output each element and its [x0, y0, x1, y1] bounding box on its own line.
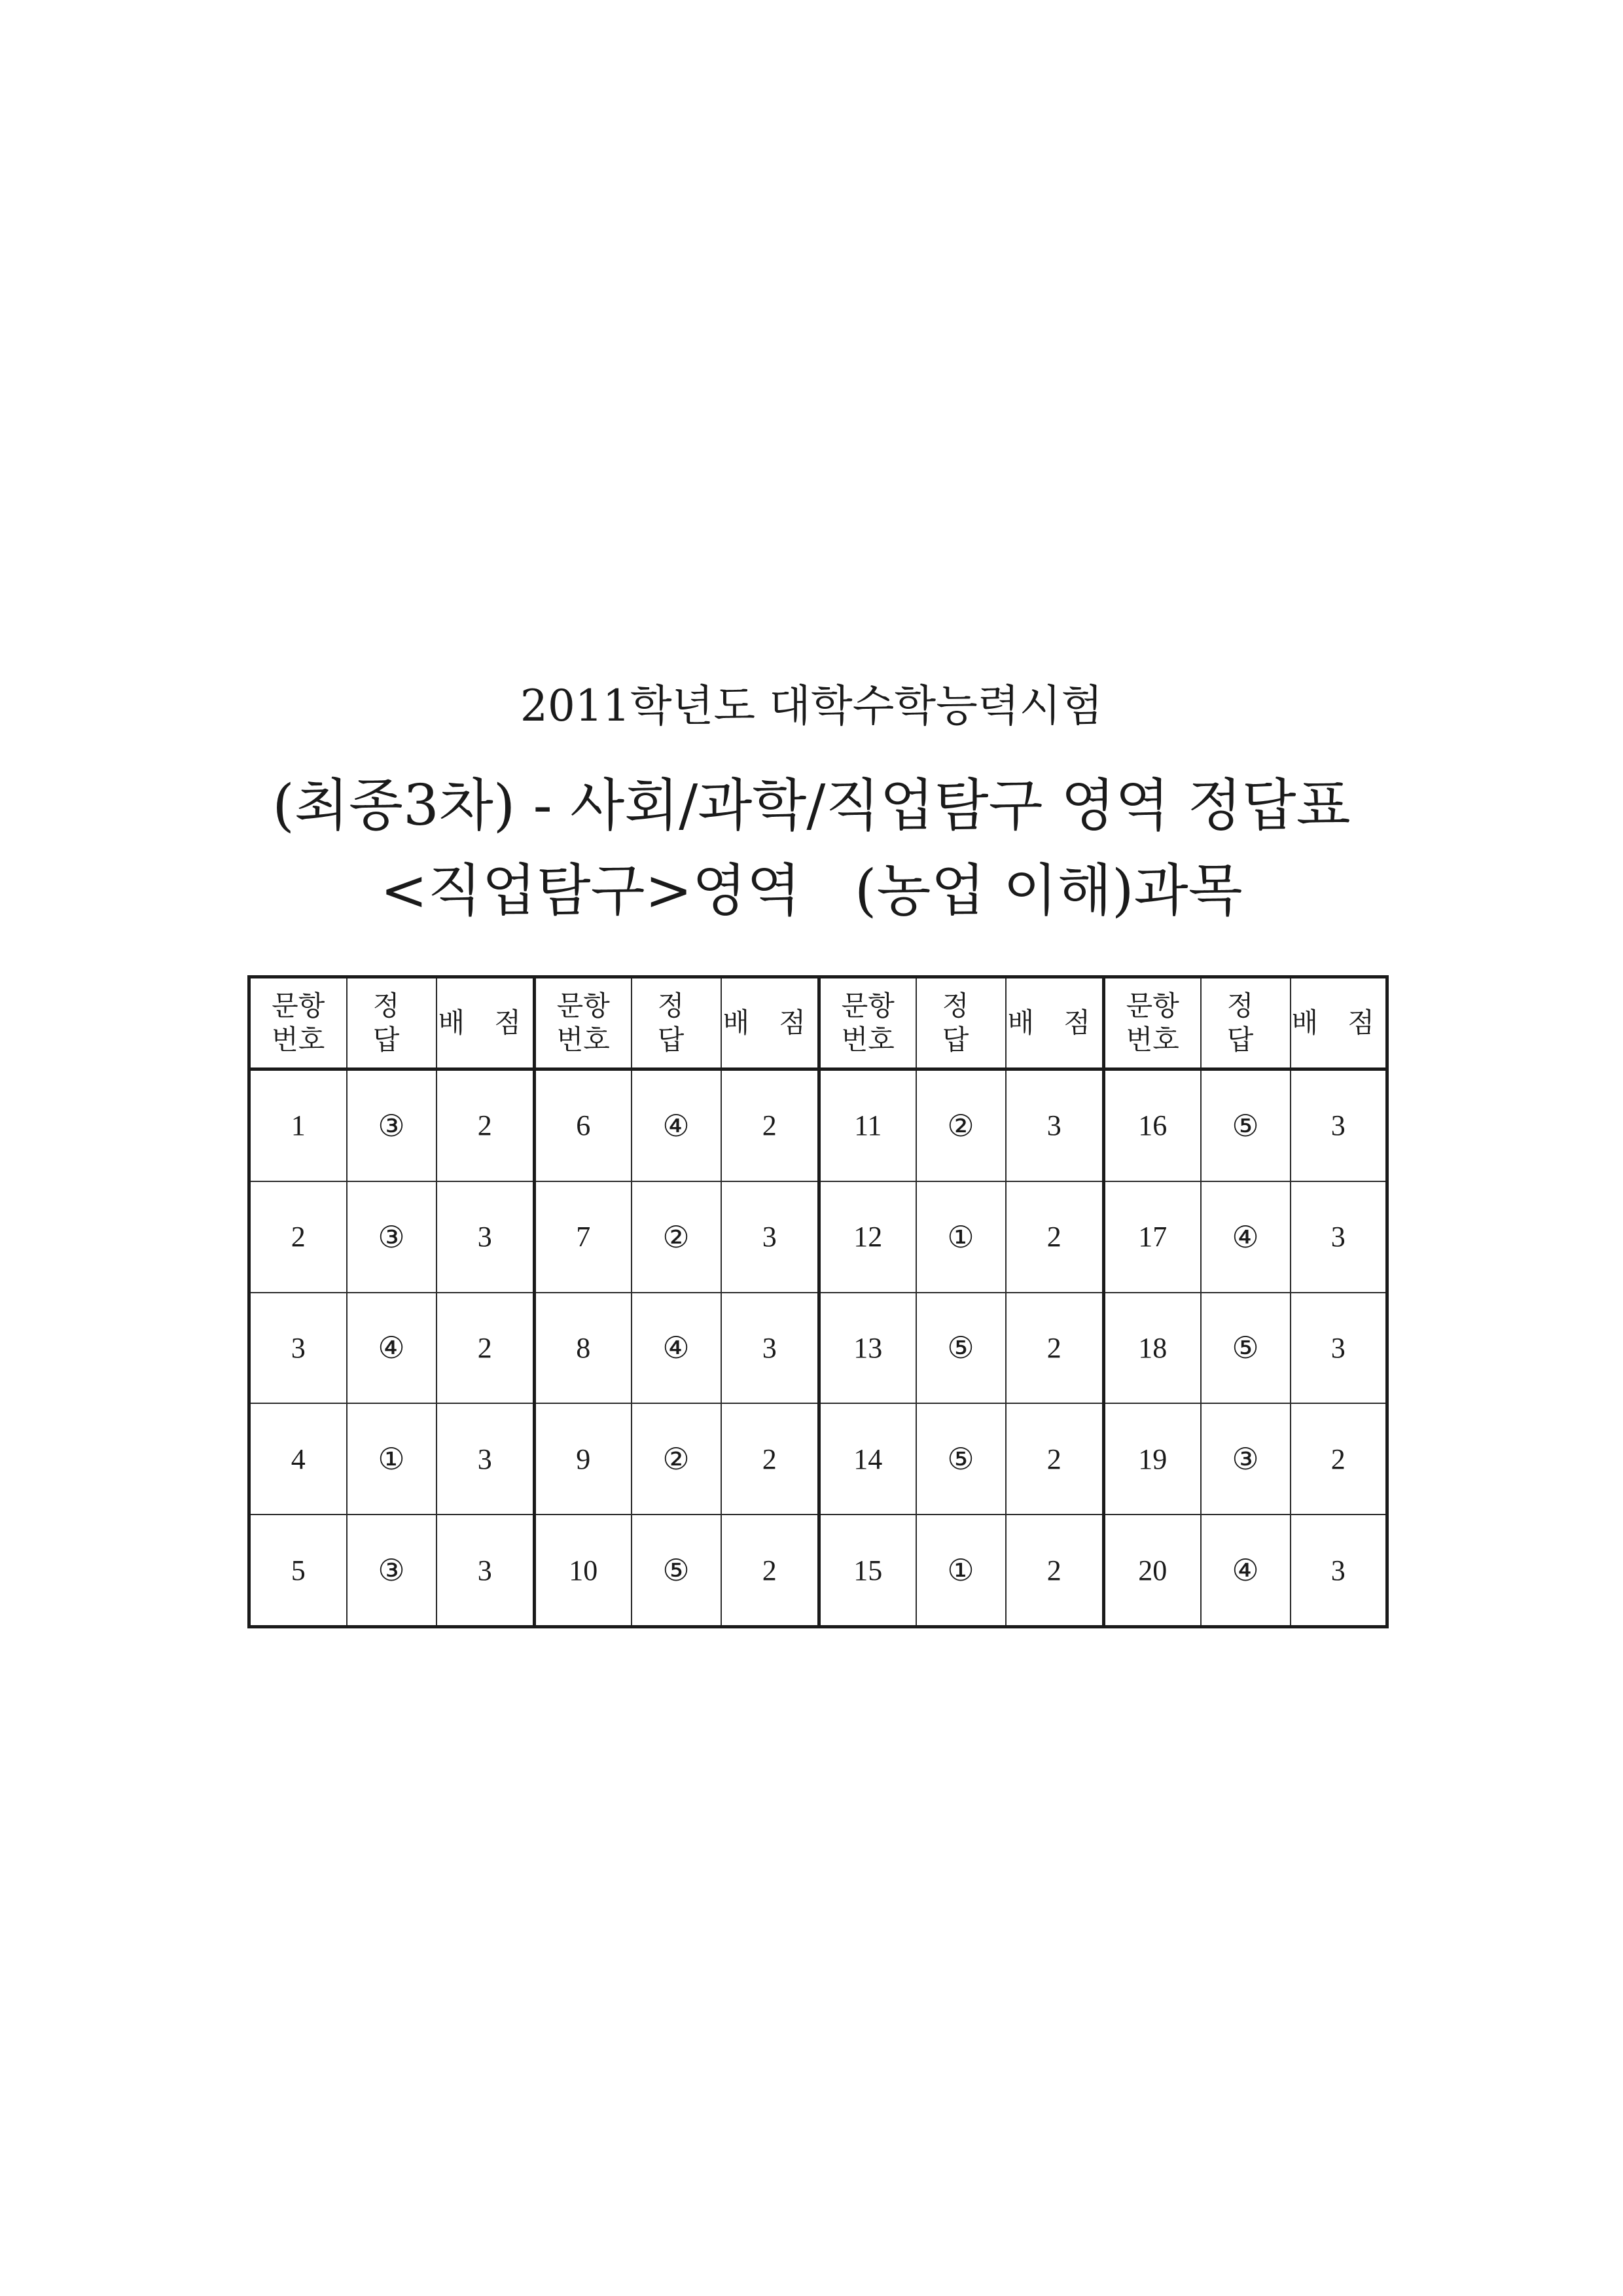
question-number: 18 — [1104, 1293, 1201, 1404]
score-cell: 2 — [1006, 1293, 1104, 1404]
question-number: 19 — [1104, 1403, 1201, 1515]
question-number: 15 — [819, 1515, 916, 1626]
score-cell: 3 — [1291, 1181, 1387, 1293]
exam-title: 2011학년도 대학수학능력시험 — [520, 681, 1103, 731]
score-cell: 2 — [1006, 1403, 1104, 1515]
question-number: 7 — [535, 1181, 632, 1293]
answer-cell: ⑤ — [632, 1515, 721, 1626]
score-cell: 3 — [1291, 1293, 1387, 1404]
question-number: 14 — [819, 1403, 916, 1515]
score-cell: 2 — [721, 1403, 819, 1515]
question-number: 17 — [1104, 1181, 1201, 1293]
score-cell: 2 — [437, 1293, 535, 1404]
answer-cell: ③ — [1201, 1403, 1291, 1515]
question-number: 16 — [1104, 1069, 1201, 1181]
score-header: 배 점 — [1006, 977, 1104, 1069]
question-number: 8 — [535, 1293, 632, 1404]
score-cell: 3 — [437, 1403, 535, 1515]
answer-sheet-title: (최종3차) - 사회/과학/직업탐구 영역 정답표 — [272, 773, 1351, 838]
answer-cell: ① — [347, 1403, 437, 1515]
question-number-header: 문항 번호 — [819, 977, 916, 1069]
question-number: 3 — [249, 1293, 347, 1404]
question-number: 13 — [819, 1293, 916, 1404]
score-cell: 3 — [437, 1515, 535, 1626]
question-number: 2 — [249, 1181, 347, 1293]
table-row — [249, 1069, 1387, 1181]
answer-header: 정 답 — [916, 977, 1006, 1069]
question-number: 12 — [819, 1181, 916, 1293]
score-cell: 2 — [1006, 1181, 1104, 1293]
answer-cell: ⑤ — [1201, 1293, 1291, 1404]
question-number: 6 — [535, 1069, 632, 1181]
question-number: 5 — [249, 1515, 347, 1626]
score-cell: 2 — [1291, 1403, 1387, 1515]
subject-title: <직업탐구>영역 (농업 이해)과목 — [380, 858, 1243, 924]
question-number: 1 — [249, 1069, 347, 1181]
question-number-header: 문항 번호 — [535, 977, 632, 1069]
answer-cell: ⑤ — [916, 1403, 1006, 1515]
score-cell: 3 — [1291, 1069, 1387, 1181]
answer-cell: ④ — [632, 1069, 721, 1181]
score-cell: 3 — [1291, 1515, 1387, 1626]
question-number: 4 — [249, 1403, 347, 1515]
score-header: 배 점 — [437, 977, 535, 1069]
answer-cell: ④ — [1201, 1515, 1291, 1626]
answer-cell: ⑤ — [1201, 1069, 1291, 1181]
answer-cell: ② — [916, 1069, 1006, 1181]
answer-cell: ③ — [347, 1181, 437, 1293]
answer-cell: ③ — [347, 1069, 437, 1181]
answer-cell: ⑤ — [916, 1293, 1006, 1404]
answer-header: 정 답 — [347, 977, 437, 1069]
answer-cell: ③ — [347, 1515, 437, 1626]
answer-cell: ④ — [632, 1293, 721, 1404]
score-cell: 3 — [437, 1181, 535, 1293]
answer-cell: ④ — [347, 1293, 437, 1404]
question-number-header: 문항 번호 — [1104, 977, 1201, 1069]
score-cell: 3 — [1006, 1069, 1104, 1181]
score-cell: 2 — [437, 1069, 535, 1181]
answer-table — [247, 975, 1389, 1628]
question-number-header: 문항 번호 — [249, 977, 347, 1069]
question-number: 9 — [535, 1403, 632, 1515]
score-header: 배 점 — [1291, 977, 1387, 1069]
table-row — [249, 1403, 1387, 1515]
question-number: 20 — [1104, 1515, 1201, 1626]
answer-cell: ① — [916, 1181, 1006, 1293]
table-row — [249, 1181, 1387, 1293]
score-cell: 2 — [721, 1515, 819, 1626]
header-row — [249, 977, 1387, 1069]
question-number: 10 — [535, 1515, 632, 1626]
question-number: 11 — [819, 1069, 916, 1181]
table-row — [249, 1293, 1387, 1404]
score-cell: 3 — [721, 1181, 819, 1293]
answer-cell: ② — [632, 1181, 721, 1293]
answer-header: 정 답 — [632, 977, 721, 1069]
score-header: 배 점 — [721, 977, 819, 1069]
answer-cell: ④ — [1201, 1181, 1291, 1293]
answer-header: 정 답 — [1201, 977, 1291, 1069]
score-cell: 2 — [721, 1069, 819, 1181]
score-cell: 3 — [721, 1293, 819, 1404]
answer-cell: ② — [632, 1403, 721, 1515]
answer-cell: ① — [916, 1515, 1006, 1626]
score-cell: 2 — [1006, 1515, 1104, 1626]
table-row — [249, 1515, 1387, 1626]
